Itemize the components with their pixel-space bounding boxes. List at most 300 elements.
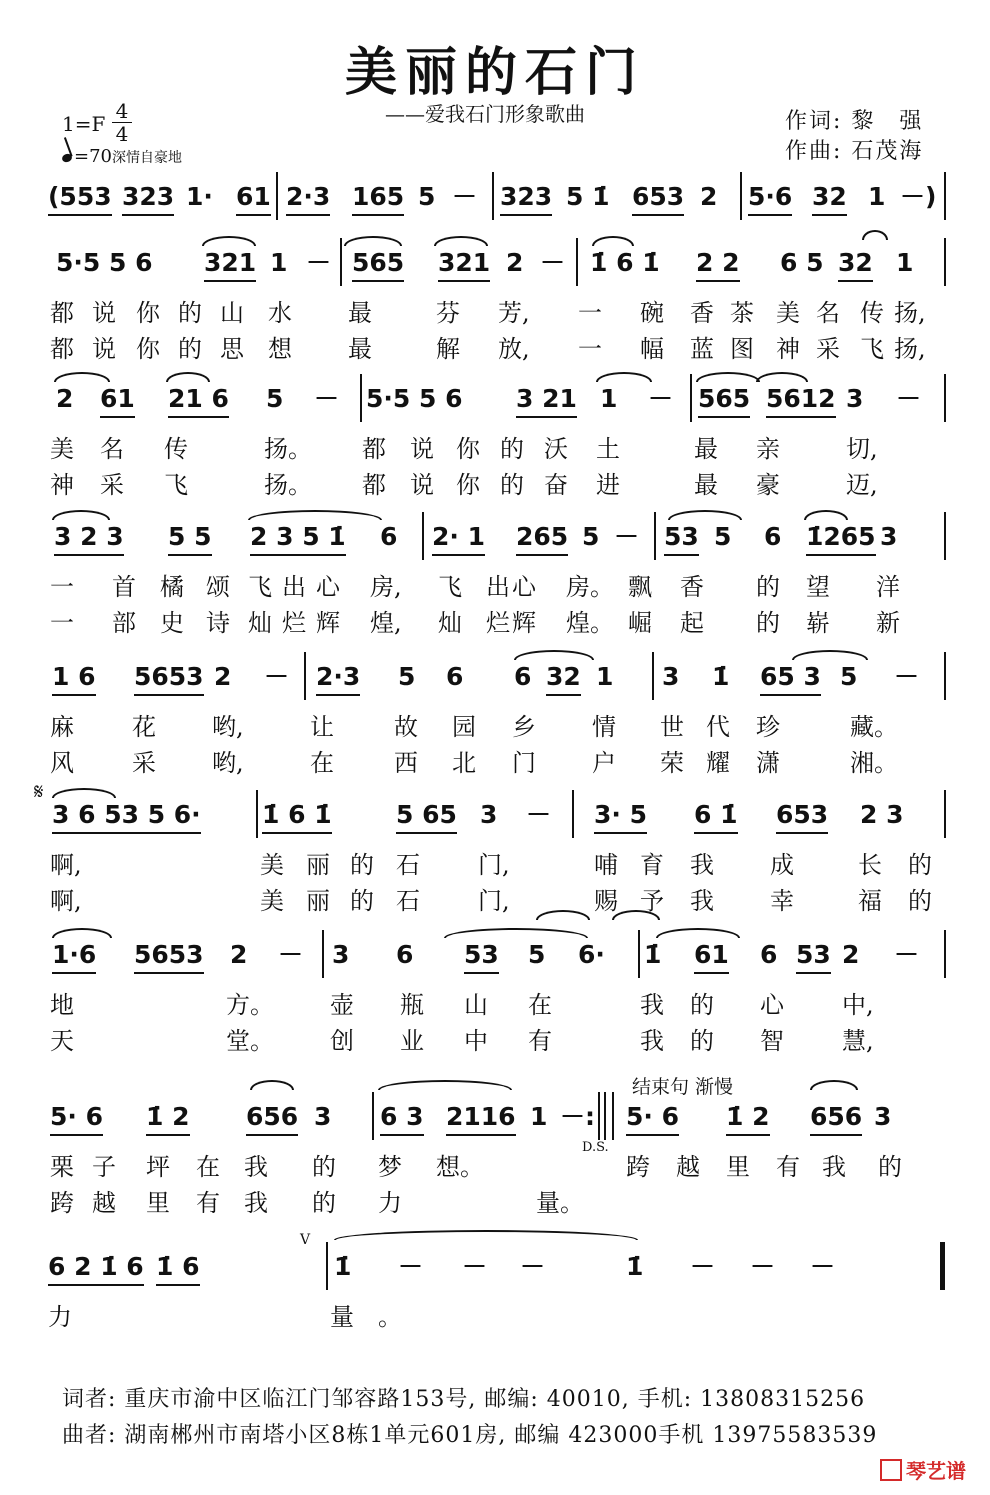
lyric-char: 崭 xyxy=(806,609,830,637)
lyric-char: 最 xyxy=(348,335,372,363)
ds-marking: D.S. xyxy=(582,1140,609,1155)
note-group: 565 xyxy=(698,382,750,418)
lyric-char: 奋 xyxy=(544,471,568,499)
note-group: 653 xyxy=(776,798,828,834)
lyric-char: 想 xyxy=(268,335,292,363)
lyric-char: 在 xyxy=(528,991,552,1019)
lyric-char: 在 xyxy=(196,1153,220,1181)
lyric-char: 。 xyxy=(378,1303,402,1331)
note-group: 2·3 xyxy=(316,660,360,696)
lyric-char: 迈, xyxy=(846,471,878,499)
lyric-char: 都 xyxy=(50,299,74,327)
lyric-char: 说 xyxy=(410,471,434,499)
lyric-char: 碗 xyxy=(640,299,664,327)
barline xyxy=(944,512,946,560)
lyric-char: 采 xyxy=(132,749,156,777)
note-group: 165 xyxy=(352,180,404,216)
notation-line xyxy=(0,382,990,426)
lyric-char: 解 xyxy=(436,335,460,363)
note-group: 5653 xyxy=(134,938,204,974)
note-group: 5·5 5 6 xyxy=(366,384,463,413)
note-group: 6 xyxy=(514,662,532,691)
lyric-char: 传 xyxy=(164,435,188,463)
note-group: 6 1̇ xyxy=(694,798,738,834)
note-group: 2 xyxy=(214,662,232,691)
slur-mark xyxy=(792,650,868,660)
lyric-char: 在 xyxy=(310,749,334,777)
note-group: 5 1̇ xyxy=(566,182,610,211)
lyric-char: 烂 xyxy=(282,609,306,637)
lyric-char: 图 xyxy=(730,335,754,363)
lyric-char: 想。 xyxy=(436,1153,484,1181)
lyric-char: 最 xyxy=(694,471,718,499)
note-group: 1· xyxy=(186,182,213,211)
lyric-verse-1 xyxy=(0,1302,990,1338)
lyric-char: 创 xyxy=(330,1027,354,1055)
lyric-char: 你 xyxy=(136,335,160,363)
composer-credit: 作曲: 石茂海 xyxy=(785,139,924,164)
notation-line xyxy=(0,1100,990,1144)
barline xyxy=(422,512,424,560)
lyric-char: 都 xyxy=(50,335,74,363)
lyric-char: 崛 xyxy=(628,609,652,637)
note-group: － xyxy=(750,1252,776,1281)
lyric-char: 进 xyxy=(596,471,620,499)
lyric-char: 出 xyxy=(486,573,510,601)
note-group: 21 6 xyxy=(168,382,229,418)
note-group: 6 xyxy=(396,940,414,969)
slur-mark xyxy=(166,372,210,382)
lyric-char: 石 xyxy=(396,887,420,915)
breath-mark-icon: V xyxy=(300,1232,311,1248)
barline xyxy=(322,930,324,978)
note-group: 5 xyxy=(398,662,416,691)
note-group: － xyxy=(614,522,640,551)
note-group: (553 xyxy=(48,180,112,216)
barline xyxy=(740,172,742,220)
slur-mark xyxy=(250,1080,294,1090)
lyric-char: 飘 xyxy=(628,573,652,601)
lyric-char: 房。 xyxy=(566,573,614,601)
note-group: 1 xyxy=(896,248,914,277)
slur-mark xyxy=(52,928,112,938)
lyric-char: 我 xyxy=(244,1153,268,1181)
lyric-char: 飞 xyxy=(164,471,188,499)
lyric-char: 有 xyxy=(528,1027,552,1055)
slur-mark xyxy=(434,236,488,246)
lyric-char: 香 xyxy=(680,573,704,601)
slur-mark xyxy=(52,510,110,520)
note-group: 53 xyxy=(664,520,699,556)
lyric-char: 美 xyxy=(260,887,284,915)
lyric-char: 力 xyxy=(378,1189,402,1217)
lyric-char: 让 xyxy=(310,713,334,741)
note-group: 32 xyxy=(546,660,581,696)
barline xyxy=(372,1092,374,1140)
quarter-note-icon xyxy=(61,153,73,164)
lyric-char: 名 xyxy=(100,435,124,463)
lyric-char: 一 xyxy=(50,573,74,601)
lyric-char: 的 xyxy=(756,609,780,637)
lyric-char: 耀 xyxy=(706,749,730,777)
tempo-description: 深情自豪地 xyxy=(112,150,182,166)
note-group: 2 xyxy=(230,940,248,969)
segno-icon: 𝄋 xyxy=(34,780,44,805)
lyric-char: 蓝 xyxy=(690,335,714,363)
barline xyxy=(940,1242,945,1290)
lyric-char: 予 xyxy=(640,887,664,915)
note-group: 3 xyxy=(480,800,498,829)
lyric-char: 北 xyxy=(452,749,476,777)
lyric-char: 哟, xyxy=(212,713,244,741)
lyric-char: 新 xyxy=(876,609,900,637)
note-group: － xyxy=(896,384,922,413)
lyric-char: 颂 xyxy=(206,573,230,601)
lyric-char: 采 xyxy=(816,335,840,363)
note-group: 1 xyxy=(868,182,886,211)
lyric-char: 啊, xyxy=(50,887,82,915)
barline xyxy=(576,238,578,286)
note-group: 5 5 xyxy=(168,520,212,556)
note-group: 2 xyxy=(700,182,718,211)
lyric-char: 山 xyxy=(464,991,488,1019)
lyric-char: 房, xyxy=(370,573,402,601)
lyric-verse-1 xyxy=(0,572,990,608)
note-group: 5612 xyxy=(766,382,836,418)
notation-line xyxy=(0,246,990,290)
lyric-char: 的 xyxy=(908,887,932,915)
lyric-char: 豪 xyxy=(756,471,780,499)
lyric-char: 我 xyxy=(640,991,664,1019)
lyric-char: 哺 xyxy=(594,851,618,879)
lyric-char: 湘。 xyxy=(850,749,898,777)
site-logo xyxy=(880,1455,966,1484)
ending-marking: 结束句 渐慢 xyxy=(632,1076,734,1098)
note-group: － xyxy=(690,1252,716,1281)
lyric-char: 橘 xyxy=(160,573,184,601)
barline xyxy=(276,172,278,220)
lyric-char: 一 xyxy=(50,609,74,637)
lyric-char: 美 xyxy=(260,851,284,879)
lyric-char: 沃 xyxy=(544,435,568,463)
lyric-char: 的 xyxy=(756,573,780,601)
lyric-char: 的 xyxy=(178,299,202,327)
song-subtitle: ——爱我石门形象歌曲 xyxy=(385,102,585,126)
lyric-char: 石 xyxy=(396,851,420,879)
note-group: 2 xyxy=(506,248,524,277)
lyric-verse-1 xyxy=(0,298,990,334)
lyric-char: 心 xyxy=(760,991,784,1019)
lyric-char: 一 xyxy=(578,299,602,327)
notation-line xyxy=(0,798,990,842)
lyric-char: 芬 xyxy=(436,299,460,327)
lyric-char: 越 xyxy=(676,1153,700,1181)
lyric-char: 烂 xyxy=(486,609,510,637)
note-group: 5 xyxy=(840,662,858,691)
lyric-char: 中 xyxy=(464,1027,488,1055)
slur-mark xyxy=(514,650,594,660)
note-group: 5 xyxy=(266,384,284,413)
composer-address: 曲者: 湖南郴州市南塔小区8栋1单元601房, 邮编 423000手机 13975583539 xyxy=(62,1423,878,1448)
lyric-char: 你 xyxy=(456,435,480,463)
barline xyxy=(944,930,946,978)
note-group: 65 3 xyxy=(760,660,821,696)
note-group: 1̇ xyxy=(334,1252,352,1281)
lyricist-credit: 作词: 黎 强 xyxy=(785,109,924,134)
lyric-char: 煌。 xyxy=(566,609,614,637)
slur-mark xyxy=(668,510,742,520)
lyric-char: 飞 xyxy=(860,335,884,363)
barline xyxy=(652,652,654,700)
lyric-char: 扬, xyxy=(894,299,926,327)
note-group: 5 65 xyxy=(396,798,457,834)
lyric-char: 说 xyxy=(92,299,116,327)
notation-line xyxy=(0,520,990,564)
lyric-char: 的 xyxy=(878,1153,902,1181)
note-group: －) xyxy=(900,182,937,211)
lyric-char: 啊, xyxy=(50,851,82,879)
lyric-verse-2 xyxy=(0,334,990,370)
note-group: － xyxy=(278,940,304,969)
lyric-char: 首 xyxy=(112,573,136,601)
lyric-char: 栗 xyxy=(50,1153,74,1181)
note-group: 5·5 5 6 xyxy=(56,248,153,277)
lyric-char: 史 xyxy=(160,609,184,637)
lyric-char: 世 xyxy=(660,713,684,741)
note-group: 2 xyxy=(56,384,74,413)
note-group: 1 6 xyxy=(52,660,96,696)
lyric-char: 越 xyxy=(92,1189,116,1217)
note-group: 321 xyxy=(204,246,256,282)
note-group: 323 xyxy=(122,180,174,216)
barline xyxy=(598,1092,600,1140)
lyric-char: 慧, xyxy=(842,1027,874,1055)
lyric-char: 的 xyxy=(178,335,202,363)
barline xyxy=(638,930,640,978)
note-group: 565 xyxy=(352,246,404,282)
lyric-char: 煌, xyxy=(370,609,402,637)
lyric-char: 壶 xyxy=(330,991,354,1019)
lyric-char: 望 xyxy=(806,573,830,601)
note-group: 61 xyxy=(236,180,271,216)
note-group: 1 xyxy=(600,384,618,413)
lyric-char: 幸 xyxy=(770,887,794,915)
lyric-char: 我 xyxy=(822,1153,846,1181)
logo-text: 琴艺谱 xyxy=(906,1459,966,1483)
lyric-char: 你 xyxy=(136,299,160,327)
note-group: 1̇ xyxy=(626,1252,644,1281)
lyric-char: 哟, xyxy=(212,749,244,777)
lyric-char: 育 xyxy=(640,851,664,879)
lyric-char: 荣 xyxy=(660,749,684,777)
lyric-char: 子 xyxy=(92,1153,116,1181)
lyric-char: 传 xyxy=(860,299,884,327)
time-top: 4 xyxy=(115,99,129,123)
lyric-char: 采 xyxy=(100,471,124,499)
lyric-char: 香 xyxy=(690,299,714,327)
lyric-char: 花 xyxy=(132,713,156,741)
note-group: 3 21 xyxy=(516,382,577,418)
note-group: － xyxy=(520,1252,546,1281)
lyric-verse-2 xyxy=(0,1026,990,1062)
lyric-char: 心 xyxy=(512,573,536,601)
lyric-char: 藏。 xyxy=(850,713,898,741)
note-group: 6 xyxy=(764,522,782,551)
note-group: － xyxy=(894,662,920,691)
barline xyxy=(612,1092,614,1140)
lyric-char: 心 xyxy=(316,573,340,601)
lyric-char: 起 xyxy=(680,609,704,637)
lyric-char: 里 xyxy=(726,1153,750,1181)
lyric-char: 西 xyxy=(394,749,418,777)
note-group: 2 2 xyxy=(696,246,740,282)
lyric-char: 成 xyxy=(770,851,794,879)
barline xyxy=(944,652,946,700)
lyric-char: 的 xyxy=(312,1153,336,1181)
lyric-verse-2 xyxy=(0,470,990,506)
note-group: 3 xyxy=(332,940,350,969)
lyric-char: 业 xyxy=(400,1027,424,1055)
note-group: 2 3 xyxy=(860,800,904,829)
lyric-char: 智 xyxy=(760,1027,784,1055)
note-group: 2 xyxy=(842,940,860,969)
note-group: － xyxy=(648,384,674,413)
lyric-char: 跨 xyxy=(50,1189,74,1217)
note-group: 53 xyxy=(796,938,831,974)
note-group: 1̇ 2 xyxy=(726,1100,770,1136)
slur-mark xyxy=(344,236,402,246)
barline xyxy=(304,652,306,700)
note-group: － xyxy=(452,182,478,211)
slur-mark xyxy=(52,788,116,798)
lyric-char: 神 xyxy=(776,335,800,363)
notation-line xyxy=(0,938,990,982)
slur-mark xyxy=(696,372,760,382)
lyric-char: 灿 xyxy=(248,609,272,637)
note-group: 323 xyxy=(500,180,552,216)
barline xyxy=(944,374,946,422)
lyric-char: 麻 xyxy=(50,713,74,741)
barline xyxy=(326,1242,328,1290)
lyric-char: 茶 xyxy=(730,299,754,327)
lyric-char: 的 xyxy=(350,887,374,915)
lyric-char: 灿 xyxy=(438,609,462,637)
lyric-char: 扬, xyxy=(894,335,926,363)
note-group: 6· xyxy=(578,940,605,969)
note-group: 5 xyxy=(528,940,546,969)
tempo-marking xyxy=(62,146,182,167)
lyric-char: 丽 xyxy=(306,887,330,915)
lyric-char: 我 xyxy=(690,887,714,915)
barline xyxy=(654,512,656,560)
slur-mark xyxy=(202,236,256,246)
slur-mark xyxy=(810,1080,858,1090)
lyric-char: 户 xyxy=(592,749,616,777)
lyric-char: 的 xyxy=(312,1189,336,1217)
note-group: 3 xyxy=(874,1102,892,1131)
lyric-char: 放, xyxy=(498,335,530,363)
lyric-char: 代 xyxy=(706,713,730,741)
note-group: 3· 5 xyxy=(594,798,647,834)
lyric-char: 亲 xyxy=(756,435,780,463)
lyric-char: 的 xyxy=(908,851,932,879)
note-group: 5 xyxy=(582,522,600,551)
note-group: 656 xyxy=(810,1100,862,1136)
lyric-char: 一 xyxy=(578,335,602,363)
barline xyxy=(690,374,692,422)
note-group: － xyxy=(264,662,290,691)
note-group: 3 2 3 xyxy=(54,520,124,556)
note-group: 6 xyxy=(760,940,778,969)
lyric-verse-2 xyxy=(0,886,990,922)
barline xyxy=(572,790,574,838)
note-group: － xyxy=(894,940,920,969)
lyric-char: 方。 xyxy=(226,991,274,1019)
note-group: 2·3 xyxy=(286,180,330,216)
key-signature: 1=F xyxy=(62,112,106,136)
lyric-char: 我 xyxy=(690,851,714,879)
note-group: 2116 xyxy=(446,1100,516,1136)
barline xyxy=(256,790,258,838)
lyric-char: 跨 xyxy=(626,1153,650,1181)
time-signature xyxy=(112,100,132,145)
note-group: 5·6 xyxy=(748,180,792,216)
note-group: 6 3 xyxy=(380,1100,424,1136)
lyric-char: 洋 xyxy=(876,573,900,601)
lyric-char: 坪 xyxy=(146,1153,170,1181)
lyric-char: 你 xyxy=(456,471,480,499)
lyric-char: 园 xyxy=(452,713,476,741)
lyric-char: 故 xyxy=(394,713,418,741)
note-group: －: xyxy=(560,1102,595,1131)
lyric-char: 扬。 xyxy=(264,435,312,463)
slur-mark xyxy=(248,510,382,520)
notation-line xyxy=(0,1250,990,1294)
lyric-char: 梦 xyxy=(378,1153,402,1181)
lyric-verse-1 xyxy=(0,850,990,886)
lyric-char: 的 xyxy=(350,851,374,879)
lyric-char: 名 xyxy=(816,299,840,327)
lyric-char: 情 xyxy=(592,713,616,741)
lyric-char: 丽 xyxy=(306,851,330,879)
lyric-char: 说 xyxy=(92,335,116,363)
note-group: 3 6 53 5 6· xyxy=(52,798,201,834)
lyric-char: 门, xyxy=(478,887,510,915)
note-group: 653 xyxy=(632,180,684,216)
note-group: 5 xyxy=(418,182,436,211)
note-group: 6 xyxy=(380,522,398,551)
note-group: 265 xyxy=(516,520,568,556)
tempo-value: =70 xyxy=(74,146,112,167)
note-group: 1·6 xyxy=(52,938,96,974)
lyric-char: 中, xyxy=(842,991,874,1019)
note-group: 3 xyxy=(314,1102,332,1131)
slur-mark xyxy=(592,236,634,246)
note-group: 32 xyxy=(812,180,847,216)
lyric-char: 风 xyxy=(50,749,74,777)
note-group: 1̇ 2 xyxy=(146,1100,190,1136)
lyric-char: 有 xyxy=(196,1189,220,1217)
song-title: 美丽的石门 xyxy=(344,42,645,103)
slur-mark xyxy=(756,372,808,382)
note-group: 61 xyxy=(694,938,729,974)
note-group: 53 xyxy=(464,938,499,974)
lyric-char: 福 xyxy=(858,887,882,915)
lyric-char: 幅 xyxy=(640,335,664,363)
note-group: － xyxy=(526,800,552,829)
lyric-char: 力 xyxy=(48,1303,72,1331)
lyric-char: 门 xyxy=(512,749,536,777)
